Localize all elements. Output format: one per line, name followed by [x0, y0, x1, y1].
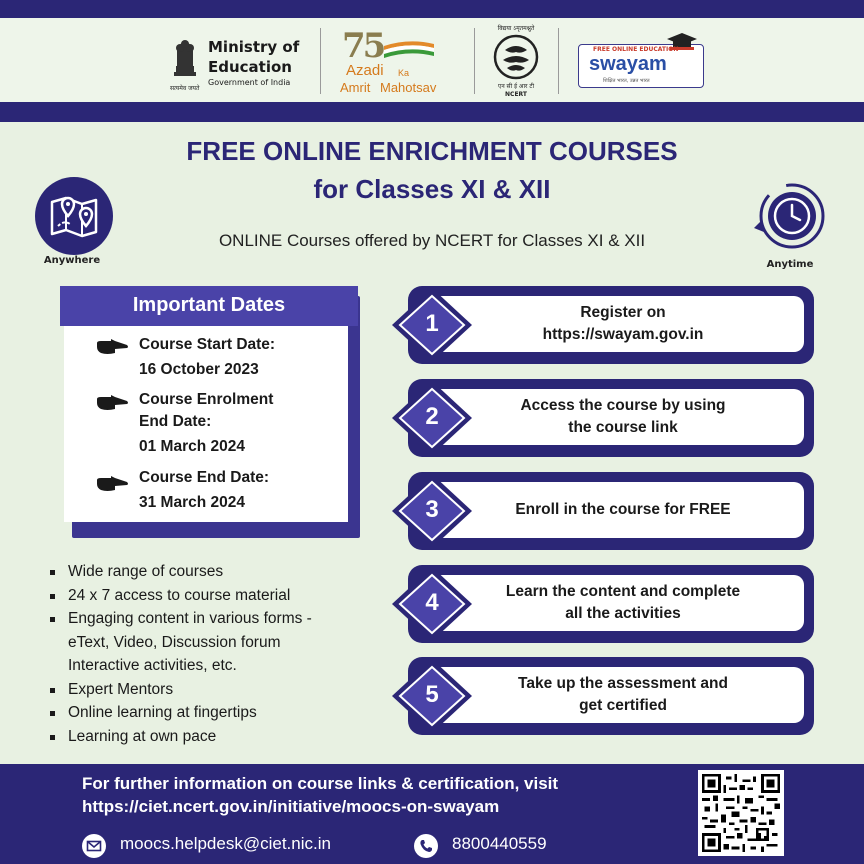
ncert-hindi-name: एन सी ई आर टी [498, 83, 534, 90]
azadi-word-mahotsav: Mahotsav [380, 80, 437, 95]
pointing-hand-icon [95, 476, 129, 492]
ministry-line1: Ministry of [208, 38, 300, 56]
list-item: 24 x 7 access to course material [48, 584, 378, 608]
step-number: 2 [425, 403, 439, 430]
helpdesk-phone[interactable]: 8800440559 [452, 834, 547, 853]
page-title-line2: for Classes XI & XII [313, 174, 551, 204]
step-number: 5 [425, 681, 439, 708]
qr-code-icon [702, 774, 780, 852]
end-date-value: 31 March 2024 [139, 494, 245, 511]
swayam-logo [578, 44, 704, 88]
features-list [48, 560, 378, 748]
phone-icon [414, 834, 438, 858]
logo-separator [474, 28, 475, 94]
end-date-label: Course End Date: [139, 469, 270, 486]
start-date-label: Course Start Date: [139, 336, 276, 353]
step-text-wrap [472, 667, 774, 723]
ncert-emblem-icon [493, 34, 539, 80]
pointing-hand-icon [95, 339, 129, 355]
footer-info-text: For further information on course links & certification, visit [82, 774, 559, 793]
step-text-wrap [472, 296, 774, 352]
step-text: Register on https://swayam.gov.in [542, 304, 704, 343]
step-1 [388, 286, 818, 368]
important-dates-heading [60, 286, 358, 326]
azadi-ka-amrit-mahotsav-logo [336, 26, 462, 98]
list-item: Online learning at fingertips [48, 701, 378, 725]
logo-separator [320, 28, 321, 94]
azadi-word-amrit: Amrit [340, 80, 371, 95]
step-text: Enroll in the course for FREE [515, 501, 731, 518]
step-text: Access the course by using the course link [520, 397, 726, 436]
anytime-label: Anytime [766, 259, 814, 270]
swayam-tagline: FREE ONLINE EDUCATION [593, 46, 679, 53]
important-dates-title: Important Dates [132, 294, 286, 316]
list-item: Learning at own pace [48, 725, 378, 749]
step-3 [388, 472, 818, 554]
mail-icon [82, 834, 106, 858]
ministry-line3: Government of India [208, 78, 291, 87]
map-location-icon [34, 176, 114, 256]
clock-icon [746, 178, 830, 258]
list-item: Wide range of courses [48, 560, 378, 584]
step-2 [388, 379, 818, 461]
step-text: Learn the content and complete all the activities [505, 583, 741, 622]
list-item: Engaging content in various forms - [48, 607, 378, 631]
azadi-word-ka: Ka [398, 68, 410, 78]
page-subtitle: ONLINE Courses offered by NCERT for Classes XI & XII [218, 231, 646, 250]
ncert-logo [486, 24, 546, 100]
pointing-hand-icon [95, 395, 129, 411]
step-5 [388, 657, 818, 739]
ministry-line2: Education [208, 58, 292, 76]
enrolment-date-label-2: End Date: [139, 413, 212, 430]
helpdesk-email-link[interactable]: moocs.helpdesk@ciet.nic.in [120, 834, 331, 853]
footer [0, 764, 864, 864]
swayam-subtitle: शिक्षित भारत, उन्नत भारत [603, 78, 650, 84]
logo-strip-divider [0, 102, 864, 122]
footer-info-link[interactable]: https://ciet.ncert.gov.in/initiative/moocs-on-swayam [82, 797, 500, 816]
top-bar [0, 0, 864, 18]
swayam-name: swayam [589, 53, 667, 75]
step-number: 1 [425, 310, 439, 337]
qr-code[interactable] [698, 770, 784, 856]
ministry-motto: सत्यमेव जयते [170, 85, 200, 92]
step-text: Take up the assessment and get certified [518, 675, 728, 714]
azadi-number: 75 [342, 26, 384, 66]
azadi-word-azadi: Azadi [346, 62, 384, 79]
ministry-of-education-logo [168, 36, 318, 92]
logo-separator [558, 28, 559, 94]
ncert-name: NCERT [505, 91, 527, 98]
list-item-continuation: Interactive activities, etc. [68, 657, 237, 674]
enrolment-date-value: 01 March 2024 [139, 438, 245, 455]
national-emblem-icon [168, 36, 202, 90]
step-number: 3 [425, 496, 439, 523]
page-title: FREE ONLINE ENRICHMENT COURSES [186, 136, 678, 166]
step-text-wrap [472, 389, 774, 445]
list-item: Expert Mentors [48, 678, 378, 702]
start-date-value: 16 October 2023 [139, 361, 259, 378]
enrolment-date-label: Course Enrolment [139, 391, 274, 408]
anywhere-label: Anywhere [43, 255, 101, 266]
list-item-continuation: eText, Video, Discussion forum [68, 633, 281, 651]
ncert-motto: विद्यया ऽमृतमश्नुते [497, 25, 535, 32]
step-text-wrap [472, 575, 774, 631]
step-number: 4 [425, 589, 439, 616]
step-text-wrap [472, 482, 774, 538]
step-4 [388, 565, 818, 647]
flag-ribbon-icon [384, 40, 434, 58]
